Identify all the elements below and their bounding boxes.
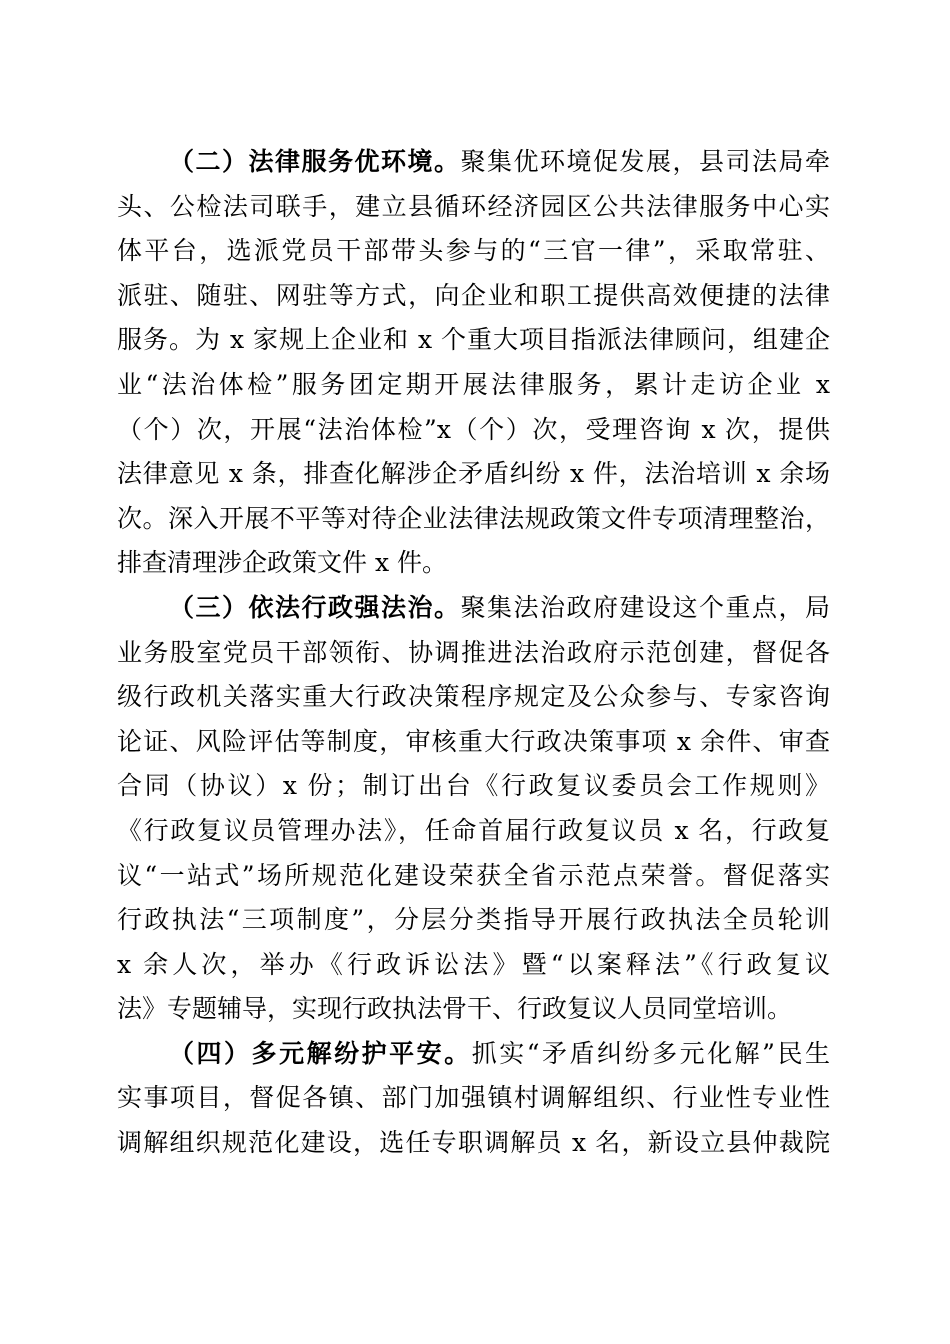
paragraph-line: 次。深入开展不平等对待企业法律法规政策文件专项清理整治， xyxy=(117,503,830,533)
paragraph-text: 抓实“矛盾纠纷多元化解”民生 xyxy=(471,1038,830,1068)
paragraph-line: 行政执法“三项制度”，分层分类指导开展行政执法全员轮训 xyxy=(117,905,830,935)
paragraph-line: 头、公检法司联手，建立县循环经济园区公共法律服务中心实 xyxy=(117,191,830,221)
paragraph-line xyxy=(117,586,830,631)
paragraph-line: 体平台，选派党员干部带头参与的“三官一律”，采取常驻、 xyxy=(117,236,830,266)
paragraph-line: 法》专题辅导，实现行政执法骨干、行政复议人员同堂培训。 xyxy=(117,994,793,1024)
paragraph-text: 聚集法治政府建设这个重点，局 xyxy=(460,592,830,622)
paragraph-heading: （三）依法行政强法治。 xyxy=(169,592,461,622)
paragraph-administration-by-law xyxy=(117,586,830,1032)
paragraph-line: 服务。为 x 家规上企业和 x 个重大项目指派法律顾问，组建企 xyxy=(117,325,830,355)
paragraph-dispute-resolution xyxy=(117,1032,830,1166)
paragraph-line: 调解组织规范化建设，选任专职调解员 x 名，新设立县仲裁院 xyxy=(117,1128,830,1158)
paragraph-line: （个）次，开展“法治体检”x（个）次，受理咨询 x 次，提供 xyxy=(117,414,830,444)
paragraph-line: 业务股室党员干部领衔、协调推进法治政府示范创建，督促各 xyxy=(117,637,830,667)
paragraph-line: 合同（协议）x 份；制订出台《行政复议委员会工作规则》 xyxy=(117,771,830,801)
document-body xyxy=(117,140,830,1166)
paragraph-line: 《行政复议员管理办法》，任命首届行政复议员 x 名，行政复 xyxy=(117,815,830,845)
paragraph-line: 议“一站式”场所规范化建设荣获全省示范点荣誉。督促落实 xyxy=(117,860,830,890)
paragraph-line: x 余人次，举办《行政诉讼法》暨“以案释法”《行政复议 xyxy=(117,949,830,979)
paragraph-text: 聚集优环境促发展，县司法局牵 xyxy=(460,147,830,176)
paragraph-heading: （二）法律服务优环境。 xyxy=(169,147,461,176)
paragraph-line: 级行政机关落实重大行政决策程序规定及公众参与、专家咨询 xyxy=(117,682,830,712)
paragraph-line: 派驻、随驻、网驻等方式，向企业和职工提供高效便捷的法律 xyxy=(117,280,830,310)
paragraph-line: 论证、风险评估等制度，审核重大行政决策事项 x 余件、审查 xyxy=(117,726,830,756)
paragraph-line xyxy=(117,1032,830,1077)
paragraph-line: 业“法治体检”服务团定期开展法律服务，累计走访企业 x xyxy=(117,369,830,399)
paragraph-heading: （四）多元解纷护平安。 xyxy=(169,1038,472,1068)
paragraph-legal-services xyxy=(117,140,830,586)
paragraph-line xyxy=(117,140,830,185)
paragraph-line: 实事项目，督促各镇、部门加强镇村调解组织、行业性专业性 xyxy=(117,1083,830,1113)
paragraph-line: 排查清理涉企政策文件 x 件。 xyxy=(117,548,447,578)
paragraph-line: 法律意见 x 条，排查化解涉企矛盾纠纷 x 件，法治培训 x 余场 xyxy=(117,459,830,489)
